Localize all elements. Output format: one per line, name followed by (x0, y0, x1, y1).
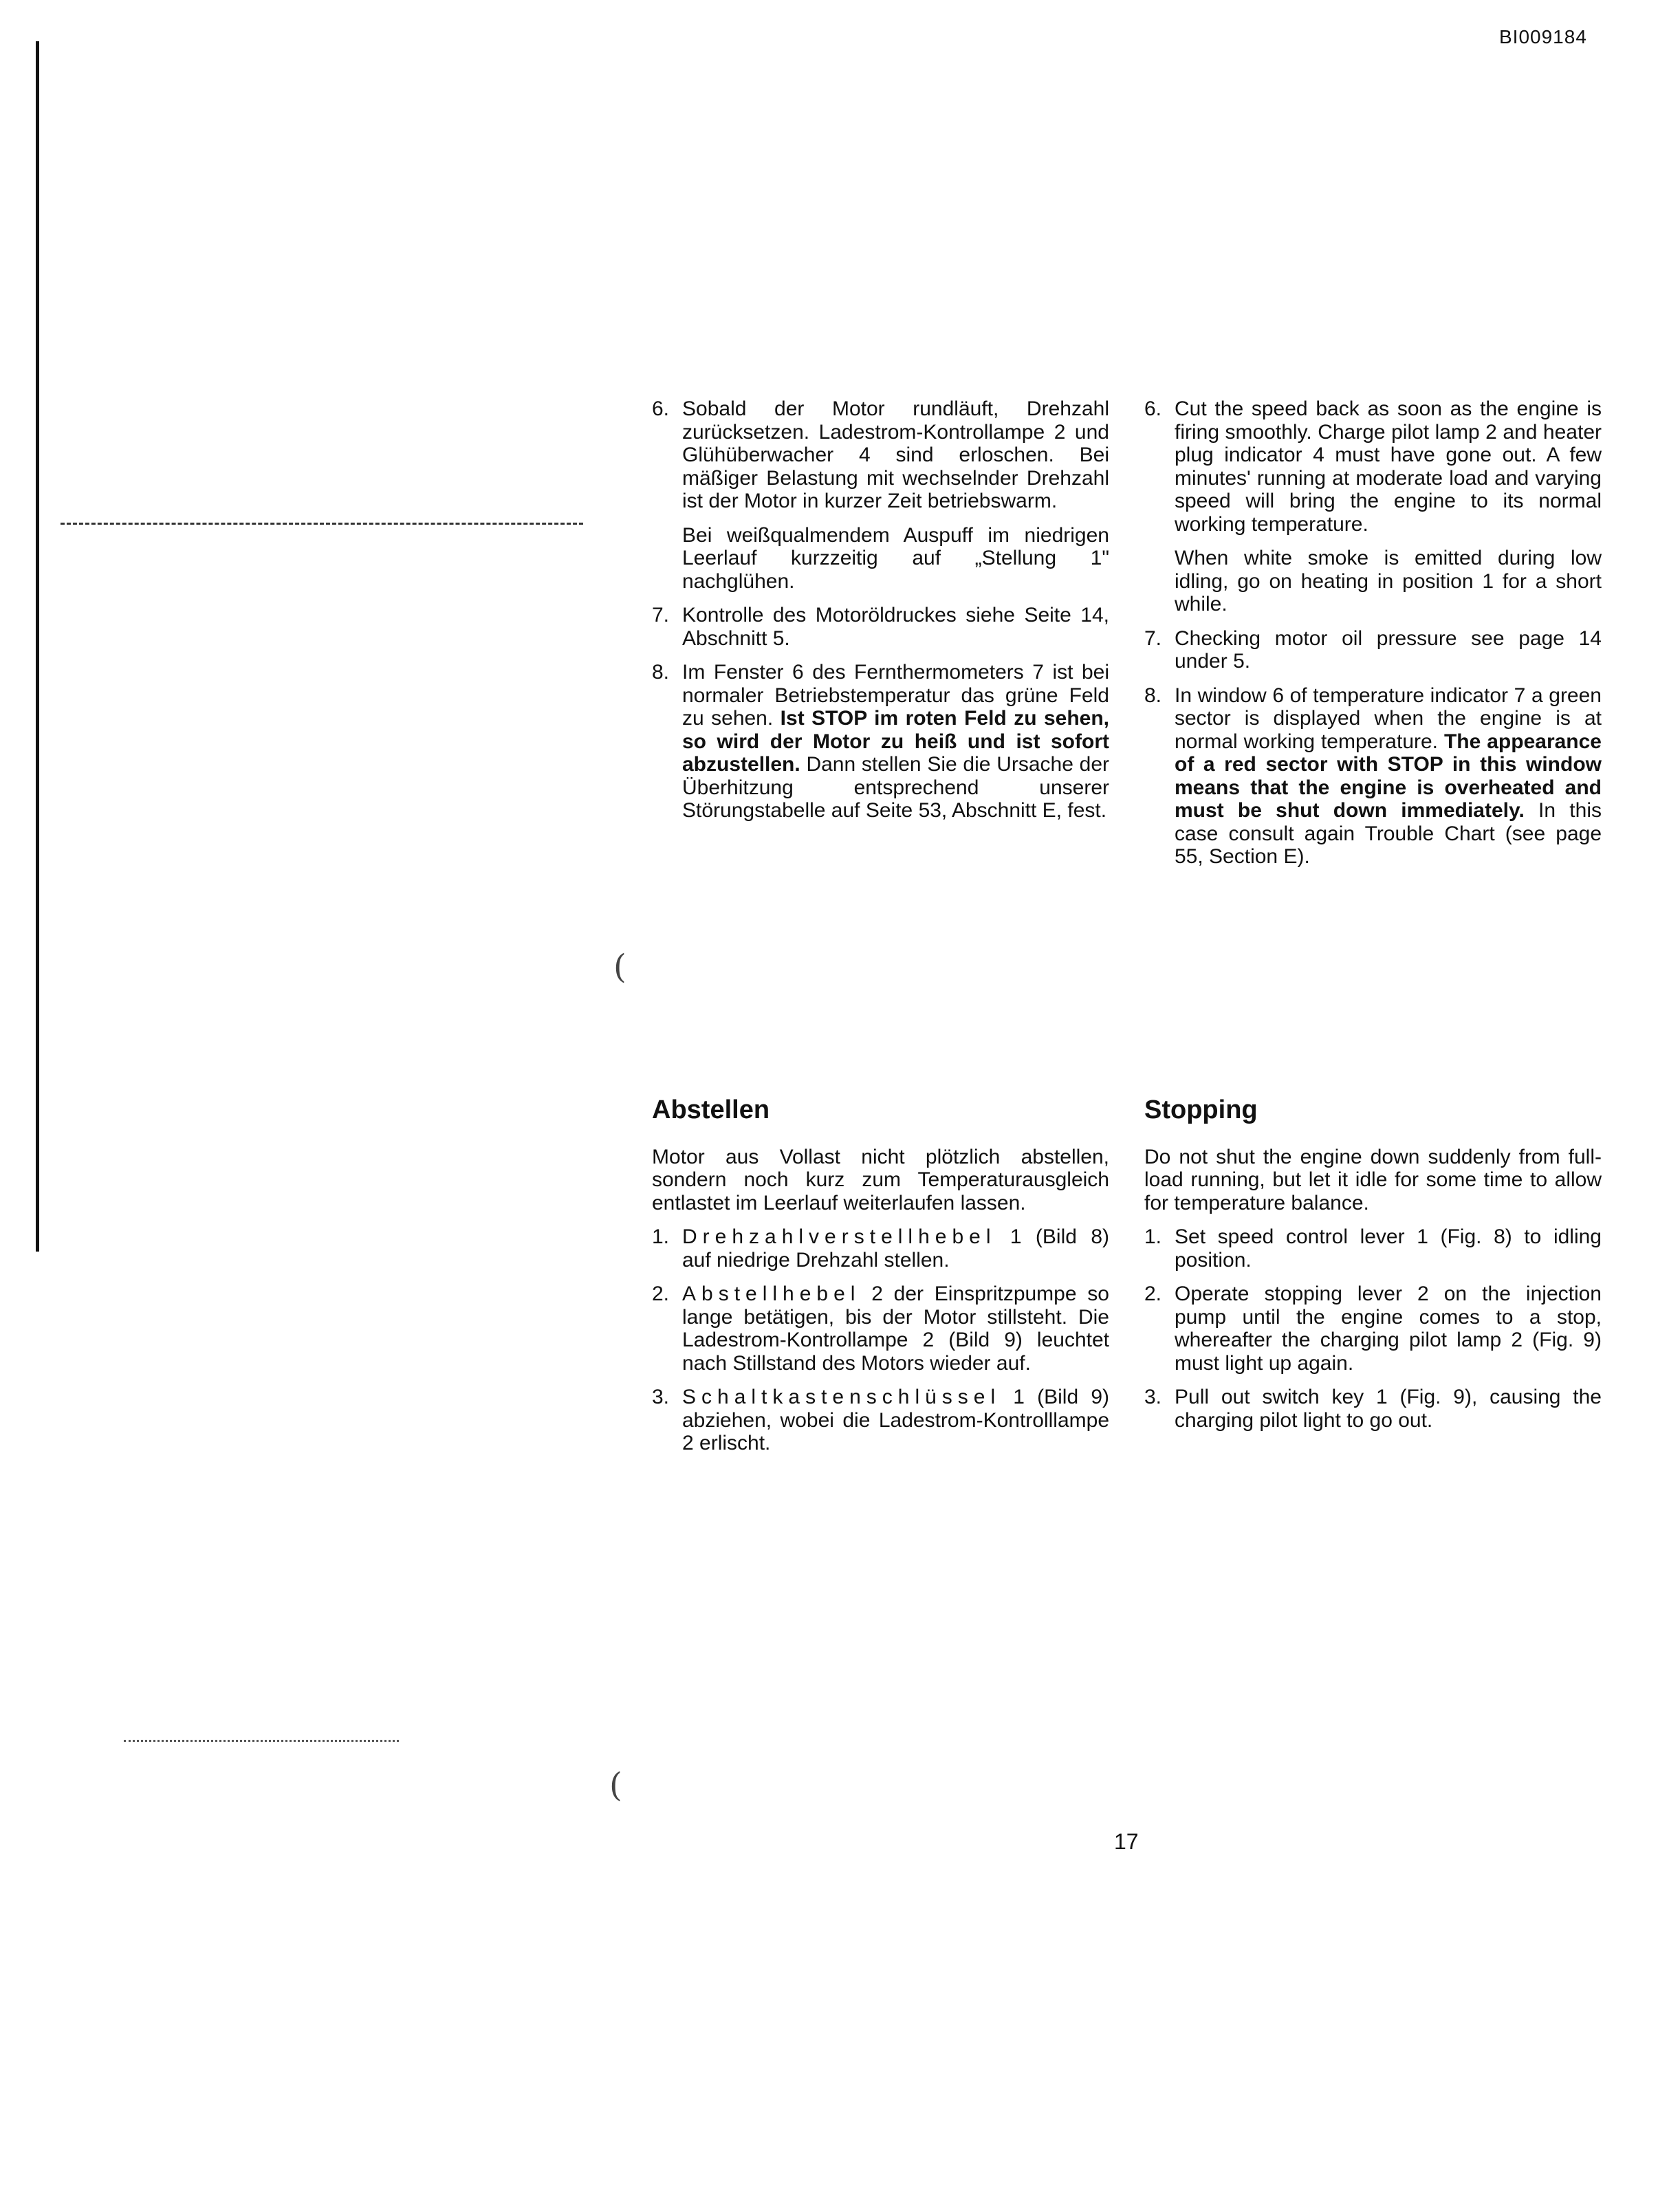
spaced-term: Abstellhebel (682, 1283, 861, 1305)
item-number: 8. (1144, 684, 1162, 707)
item-text (682, 1386, 1109, 1455)
item-text-part: 2 der Einspritzpumpe so lange betätigen, bis der Motor stillsteht. Die Ladestrom-Kontrollampe 2 (Bild 9) leuchtet nach Stillstand des Motors wieder auf. (682, 1283, 1109, 1375)
item-text: Pull out switch key 1 (Fig. 9), causing the charging pilot light to go out. (1175, 1386, 1602, 1432)
item-text-part: 1 (Bild 8) auf niedrige Drehzahl stellen. (682, 1225, 1109, 1272)
list-item (652, 661, 1109, 822)
item-number: 2. (652, 1283, 670, 1305)
item-text-part: Dann stellen Sie die Ursache der Überhitzung entsprechend unserer Störungstabelle auf Seite 53, Abschnitt E, fest. (682, 753, 1109, 822)
warning-text: The appearance of a red sector with STOP in this window means that the engine is overheated and must be shut down immediately. (1175, 730, 1602, 822)
list-item (652, 1283, 1109, 1375)
binding-edge-line (36, 41, 39, 1252)
list-item (1144, 1386, 1602, 1432)
warning-text: Ist STOP im roten Feld zu sehen, so wird der Motor zu heiß und ist sofort abzustellen. (682, 707, 1109, 776)
document-id: BI009184 (1499, 26, 1587, 47)
list-item (1144, 627, 1602, 673)
spaced-term: Drehzahlverstellhebel (682, 1225, 996, 1248)
item-text: Set speed control lever 1 (Fig. 8) to idling position. (1175, 1225, 1602, 1272)
item-text (682, 1225, 1109, 1272)
item-number: 3. (1144, 1386, 1162, 1408)
item-text-part: Im Fenster 6 des Fernthermometers 7 ist bei normaler Betriebstemperatur das grüne Feld zu sehen. (682, 661, 1109, 730)
section-intro: Do not shut the engine down suddenly from full-load running, but let it idle for some time to allow for temperature balance. (1144, 1145, 1602, 1214)
item-number: 7. (652, 604, 670, 626)
item-number: 1. (1144, 1225, 1162, 1248)
item-text: Checking motor oil pressure see page 14 under 5. (1175, 626, 1602, 673)
english-instructions-column (1144, 397, 1602, 880)
german-stopping-column (652, 1095, 1109, 1466)
item-text: Cut the speed back as soon as the engine is firing smoothly. Charge pilot lamp 2 and heater plug indicator 4 must have gone out. A few minutes' running at moderate load and varying speed will bring the engine to its normal working temperature. (1175, 397, 1602, 536)
list-item (652, 1386, 1109, 1455)
scan-dots-line (124, 1740, 399, 1742)
list-item (1144, 684, 1602, 869)
item-note: Bei weißqualmendem Auspuff im niedrigen Leerlauf kurzzeitig auf „Stellung 1" nachglühen. (682, 523, 1109, 593)
item-text (682, 661, 1109, 822)
list-item (652, 604, 1109, 650)
item-text: Sobald der Motor rundläuft, Drehzahl zurücksetzen. Ladestrom-Kontrollampe 2 und Glühüberwacher 4 sind erloschen. Bei mäßiger Belastung mit wechselnder Drehzahl ist der Motor in kurzer Zeit betriebswarm. (682, 397, 1109, 512)
spaced-term: Schaltkastenschlüssel (682, 1386, 1001, 1408)
item-text (682, 1283, 1109, 1375)
item-text-part: In this case consult again Trouble Chart (see page 55, Section E). (1175, 799, 1602, 868)
item-number: 7. (1144, 626, 1162, 650)
item-text-part: In window 6 of temperature indicator 7 a green sector is displayed when the engine is at normal working temperature. (1175, 684, 1602, 753)
german-instructions-column (652, 397, 1109, 833)
section-title: Abstellen (652, 1095, 770, 1124)
item-note: When white smoke is emitted during low idling, go on heating in position 1 for a short while. (1175, 547, 1602, 615)
item-number: 1. (652, 1225, 670, 1248)
list-item (1144, 397, 1602, 536)
list-item (1144, 1283, 1602, 1375)
item-number: 2. (1144, 1283, 1162, 1305)
list-item (1144, 1225, 1602, 1272)
scan-dash-line (61, 523, 583, 525)
item-text: Operate stopping lever 2 on the injection pump until the engine comes to a stop, whereafter the charging pilot lamp 2 (Fig. 9) must light up again. (1175, 1283, 1602, 1375)
section-title: Stopping (1144, 1095, 1258, 1124)
scan-mark-paren: ( (609, 1766, 622, 1804)
scan-mark-paren: ( (613, 948, 626, 986)
item-number: 8. (652, 661, 670, 684)
item-text (1175, 684, 1602, 869)
item-text-part: 1 (Bild 9) abziehen, wobei die Ladestrom-Kontrolllampe 2 erlischt. (682, 1386, 1109, 1454)
page-number: 17 (1114, 1829, 1139, 1854)
item-text: Kontrolle des Motoröldruckes siehe Seite 14, Abschnitt 5. (682, 604, 1109, 650)
list-item (652, 1225, 1109, 1272)
list-item (652, 397, 1109, 513)
item-number: 6. (652, 397, 670, 420)
english-stopping-column (1144, 1095, 1602, 1443)
section-intro: Motor aus Vollast nicht plötzlich abstellen, sondern noch kurz zum Temperaturausgleich entlastet im Leerlauf weiterlaufen lassen. (652, 1145, 1109, 1214)
item-number: 6. (1144, 397, 1162, 420)
item-number: 3. (652, 1386, 670, 1408)
